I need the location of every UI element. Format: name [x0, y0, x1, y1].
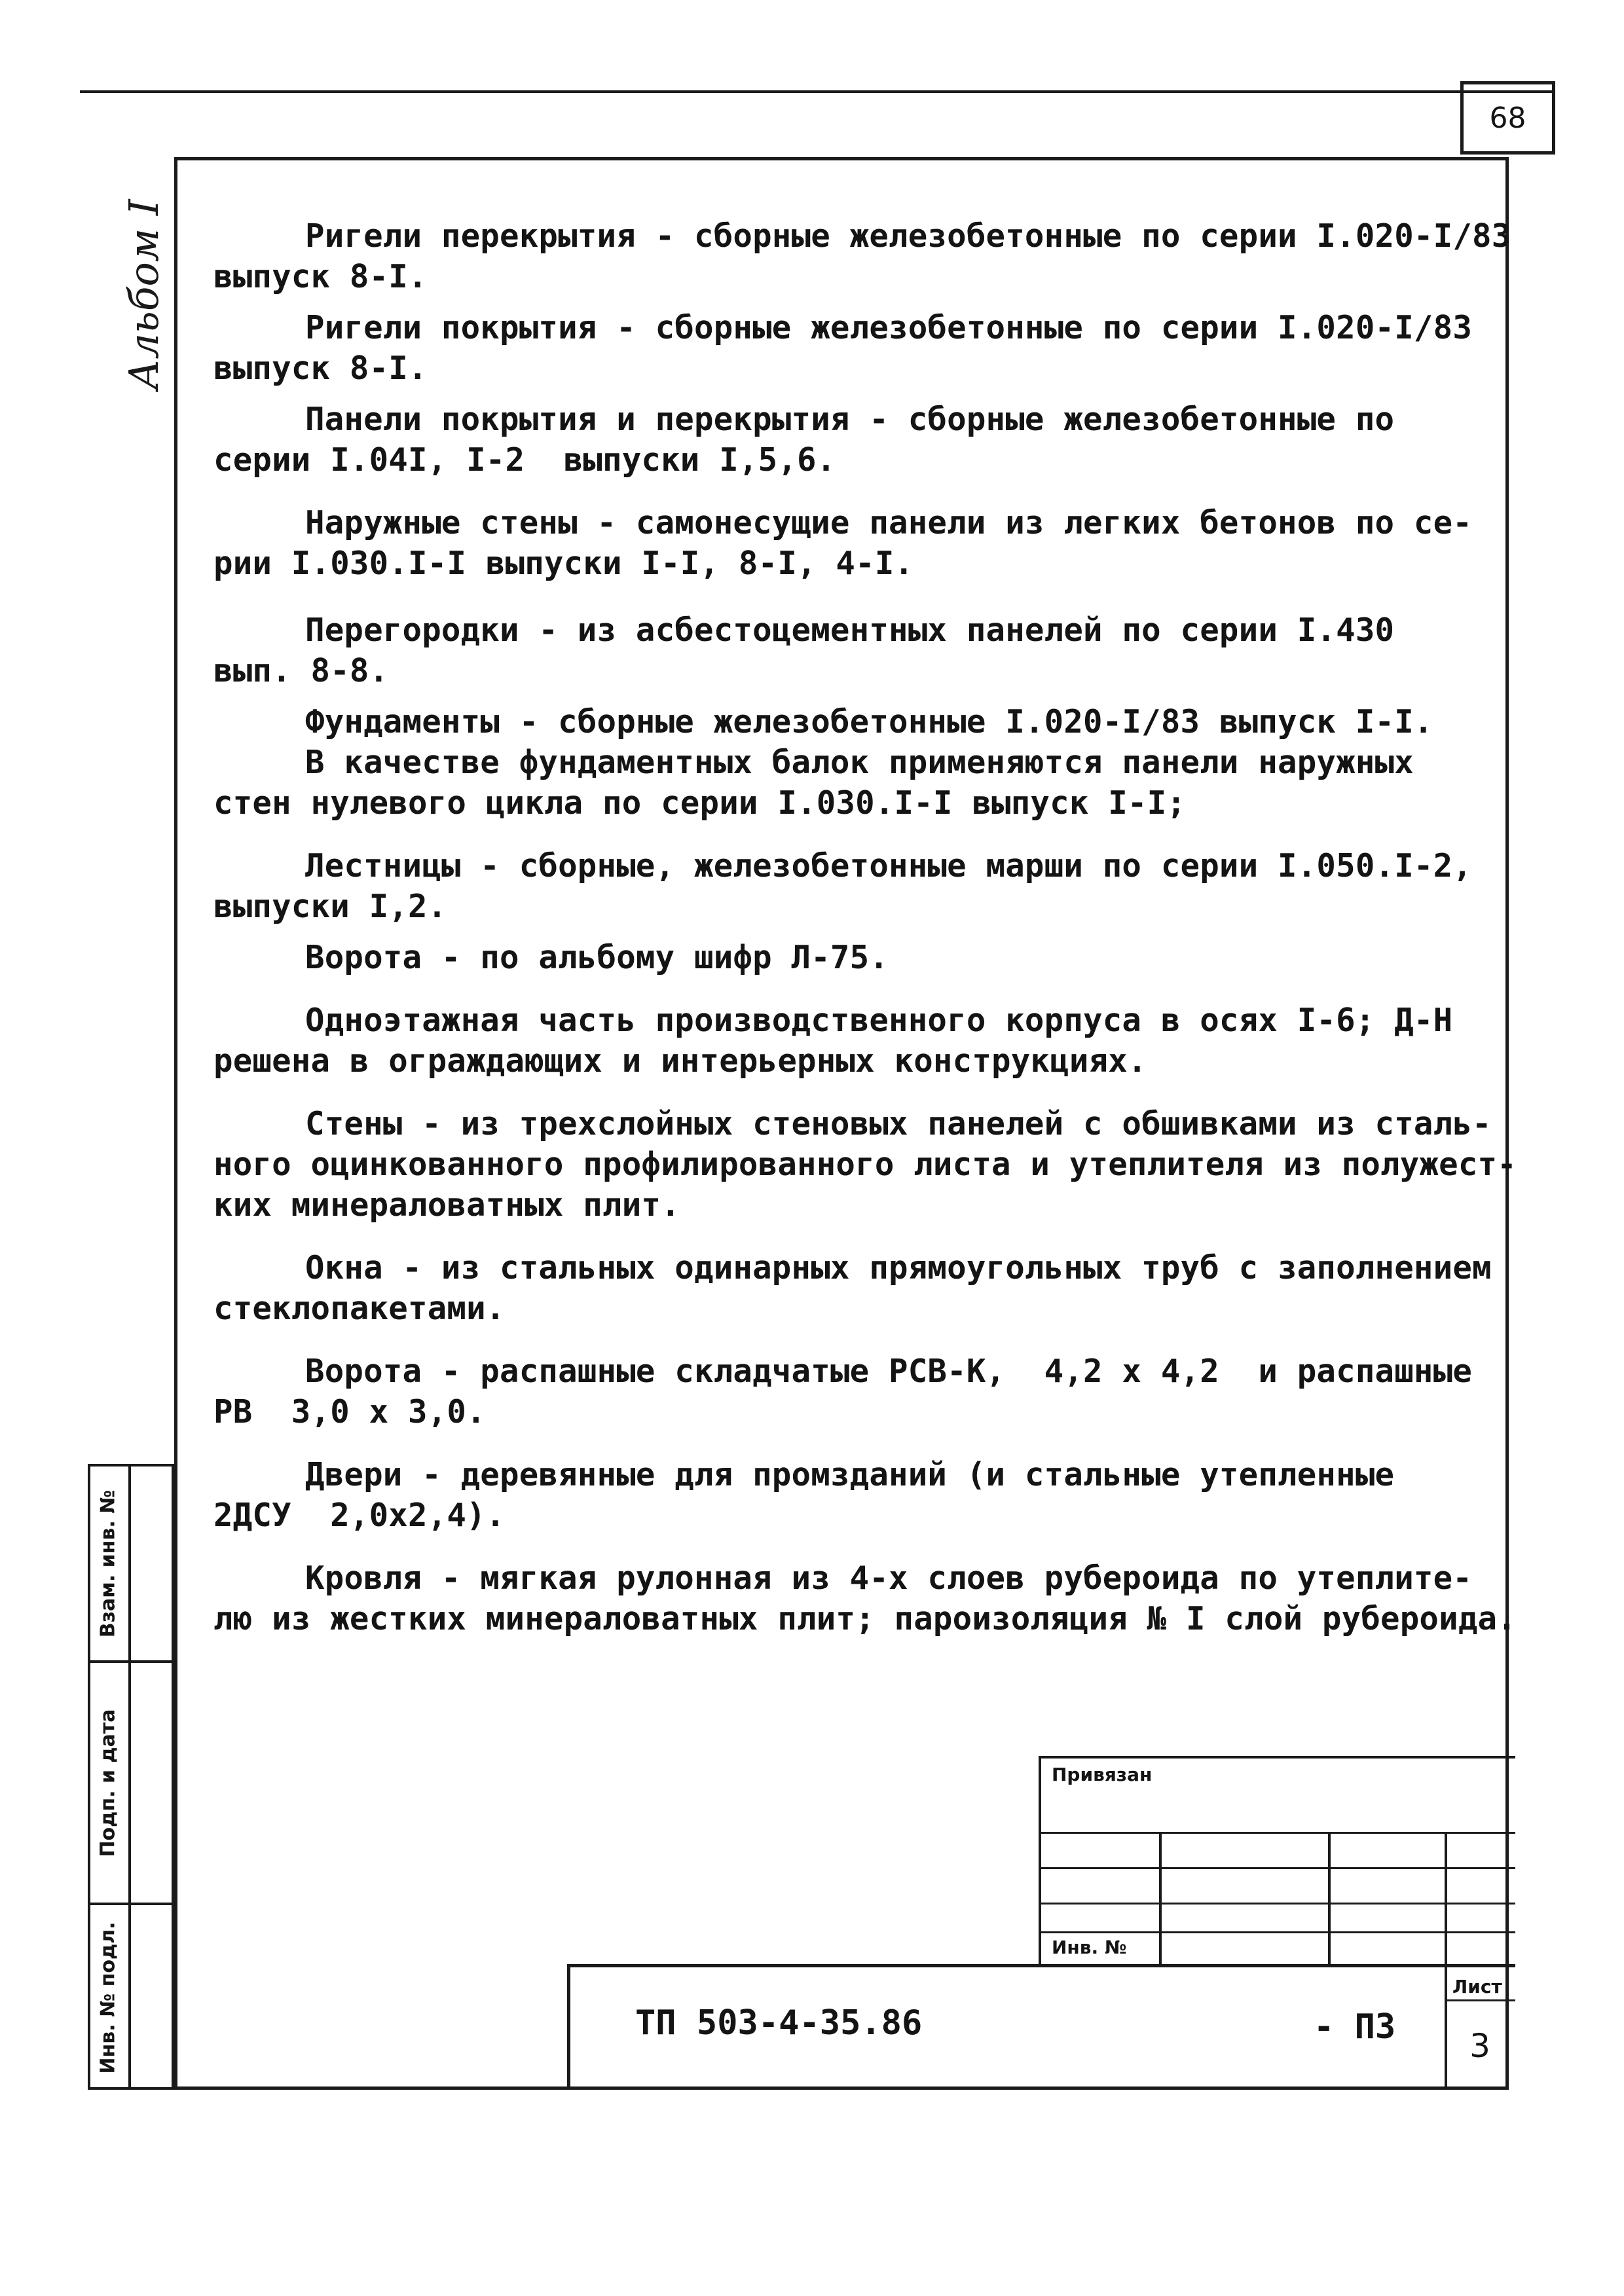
text-line: Фундаменты - сборные железобетонные I.020-I/83 выпуск I-I. [305, 703, 1433, 740]
sheet-number: 3 [1469, 2027, 1490, 2065]
paragraph-walls [213, 1104, 1517, 1226]
text-line: стен нулевого цикла по серии I.030.I-I выпуск I-I; [213, 784, 1187, 822]
margin-label-sign-date: Подп. и дата [96, 1708, 120, 1857]
album-note-text: Альбом I [120, 199, 168, 390]
text-line: ного оцинкованного профилированного листа и утеплителя из полужест- [213, 1146, 1517, 1183]
text-line: Панели покрытия и перекрытия - сборные железобетонные по [305, 401, 1395, 438]
top-rule [80, 90, 1555, 93]
text-line: Одноэтажная часть производственного корпуса в осях I-6; Д-Н [305, 1002, 1453, 1039]
text-line: Кровля - мягкая рулонная из 4-х слоев рубероида по утеплите- [305, 1559, 1473, 1597]
margin-cell-inv-original [88, 1905, 128, 2090]
title-linked-label: Привязан [1052, 1764, 1153, 1785]
paragraph-foundation-beams [213, 742, 1497, 824]
paragraph-windows [213, 1248, 1497, 1329]
text-line: решена в ограждающих и интерьерных конструкциях. [213, 1042, 1147, 1080]
title-col-line [1328, 1832, 1331, 1964]
title-inv-label: Инв. № [1052, 1937, 1127, 1958]
text-line: Ворота - по альбому шифр Л-75. [305, 939, 889, 976]
body-text [213, 216, 1517, 1650]
text-line: В качестве фундаментных балок применяются панели наружных [305, 744, 1414, 781]
paragraph-floor-girders [213, 216, 1511, 297]
margin-stamp-divider-vertical [128, 1464, 131, 2090]
text-line: серии I.04I, I-2 выпуски I,5,6. [213, 441, 836, 479]
margin-label-inv-original: Инв. № подл. [96, 1921, 120, 2074]
text-line: Ворота - распашные складчатые РСВ-К, 4,2 x 4,2 и распашные [305, 1353, 1473, 1390]
margin-cell-inv-replace [88, 1467, 128, 1660]
text-line: рии I.030.I-I выпуски I-I, 8-I, 4-I. [213, 545, 914, 582]
text-line: выпуски I,2. [213, 888, 447, 925]
sheet-line [1445, 1999, 1515, 2001]
paragraph-roof-girders [213, 308, 1497, 389]
paragraph-foundations [213, 702, 1497, 742]
title-row-line [1039, 1867, 1515, 1869]
paragraph-doors [213, 1455, 1497, 1536]
text-line: Ригели перекрытия - сборные железобетонные по серии I.020-I/83 [305, 217, 1511, 255]
text-line: выпуск 8-I. [213, 350, 428, 387]
text-line: РВ 3,0 x 3,0. [213, 1393, 486, 1430]
page-number: 68 [1460, 81, 1555, 155]
text-line: 2ДСУ 2,0x2,4). [213, 1497, 506, 1534]
album-note [118, 190, 177, 399]
text-line: Двери - деревянные для промзданий (и стальные утепленные [305, 1456, 1395, 1493]
paragraph-single-storey [213, 1000, 1497, 1082]
text-line: Стены - из трехслойных стеновых панелей с обшивками из сталь- [305, 1105, 1492, 1142]
text-line: лю из жестких минераловатных плит; пароизоляция № I слой рубероида. [213, 1600, 1517, 1637]
paragraph-external-walls [213, 503, 1497, 584]
paragraph-roofing [213, 1558, 1517, 1639]
text-line: Лестницы - сборные, железобетонные марши по серии I.050.I-2, [305, 847, 1473, 884]
title-block-linked [1039, 1756, 1515, 1967]
document-section: - ПЗ [1314, 2007, 1396, 2047]
text-line: Перегородки - из асбестоцементных панелей по серии I.430 [305, 611, 1395, 649]
document-code: ТП 503-4-35.86 [635, 2003, 923, 2043]
text-line: Ригели покрытия - сборные железобетонные по серии I.020-I/83 [305, 309, 1473, 346]
text-line: Окна - из стальных одинарных прямоугольных труб с заполнением [305, 1249, 1492, 1286]
album-note-graphic [118, 190, 177, 399]
text-line: вып. 8-8. [213, 652, 389, 689]
margin-label-inv-replace: Взам. инв. № [96, 1489, 120, 1637]
title-row-line [1039, 1832, 1515, 1834]
paragraph-gates [213, 938, 1497, 978]
text-line: ких минераловатных плит. [213, 1186, 680, 1224]
title-col-line [1159, 1832, 1162, 1964]
paragraph-partitions [213, 610, 1497, 691]
text-line: выпуск 8-I. [213, 258, 428, 295]
paragraph-gates-swing [213, 1351, 1497, 1432]
sheet-label: Лист [1452, 1976, 1502, 1997]
margin-cell-sign-date [88, 1663, 128, 1903]
text-line: стеклопакетами. [213, 1290, 506, 1327]
title-row-line [1039, 1903, 1515, 1904]
paragraph-stairs [213, 846, 1497, 927]
paragraph-panels [213, 399, 1497, 481]
title-row-line [1039, 1931, 1515, 1933]
text-line: Наружные стены - самонесущие панели из легких бетонов по се- [305, 504, 1473, 541]
